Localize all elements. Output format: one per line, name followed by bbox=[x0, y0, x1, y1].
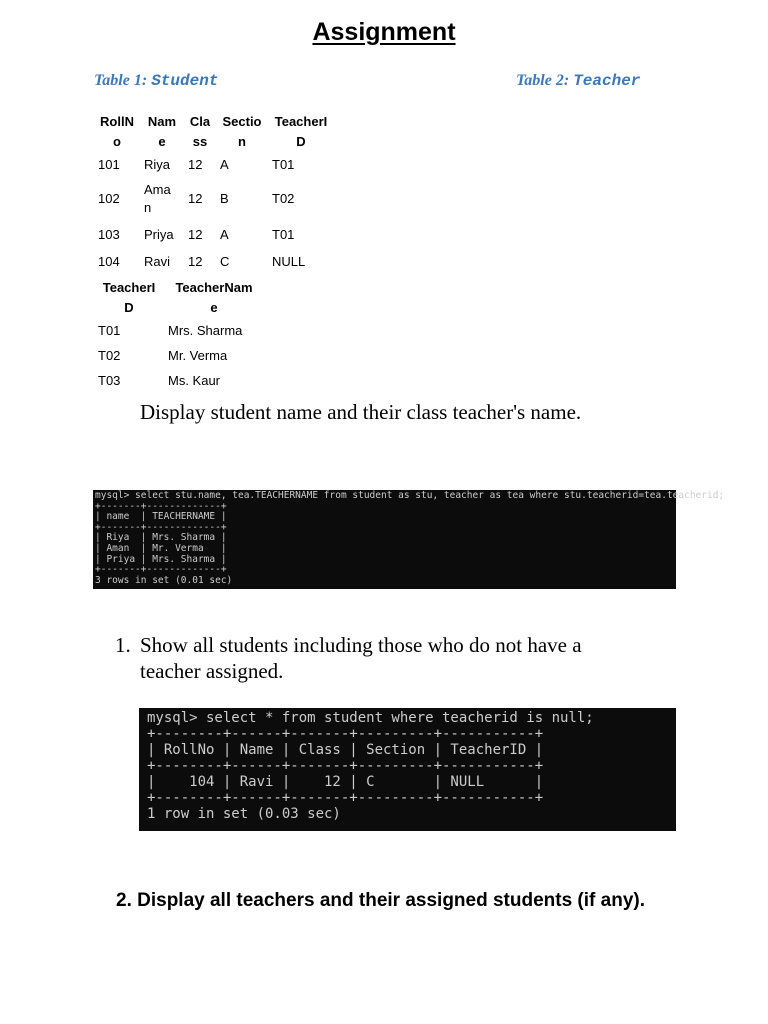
terminal-line: | Aman | Mr. Verma | bbox=[95, 542, 227, 554]
cell: 103 bbox=[98, 227, 120, 242]
terminal-line: +--------+------+-------+---------+-----------+ bbox=[147, 726, 544, 742]
terminal-line: mysql> select stu.name, tea.TEACHERNAME from student as stu, teacher as tea where stu.teacherid=tea.teacherid; bbox=[95, 490, 725, 501]
cell: 101 bbox=[98, 156, 120, 172]
terminal-line: mysql> select * from student where teacherid is null; bbox=[147, 710, 594, 726]
teacher-table-header bbox=[94, 278, 264, 318]
student-table-header bbox=[94, 112, 334, 152]
question-1-line-2: teacher assigned. bbox=[140, 659, 284, 683]
terminal-line: | name | TEACHERNAME | bbox=[95, 511, 227, 523]
terminal-output-1 bbox=[93, 490, 725, 589]
terminal-line: +-------+-------------+ bbox=[95, 500, 227, 512]
cell: T01 bbox=[98, 322, 121, 338]
cell: Riya bbox=[144, 156, 171, 172]
table-row bbox=[94, 152, 334, 177]
table-row bbox=[94, 221, 334, 249]
list-number: 1. bbox=[115, 633, 131, 657]
cell: T02 bbox=[272, 191, 295, 206]
cell: C bbox=[220, 253, 230, 269]
header-teachername: TeacherNam e bbox=[175, 280, 253, 315]
cell: 104 bbox=[98, 253, 120, 269]
teacher-table bbox=[94, 278, 264, 393]
cell: A bbox=[220, 227, 229, 242]
terminal-line: +-------+-------------+ bbox=[95, 521, 227, 533]
table2-caption: Table 2: Teacher bbox=[516, 72, 641, 90]
cell: Mrs. Sharma bbox=[168, 322, 243, 338]
cell: Priya bbox=[144, 227, 174, 242]
table1-caption: Table 1: Student bbox=[94, 72, 219, 90]
terminal-line: +-------+-------------+ bbox=[95, 564, 227, 576]
question-2: 2. Display all teachers and their assigned students (if any). bbox=[116, 890, 645, 911]
question-1 bbox=[115, 632, 582, 684]
cell: T01 bbox=[272, 156, 295, 172]
question-1-line-1: Show all students including those who do not have a bbox=[140, 633, 582, 657]
cell: T02 bbox=[98, 347, 121, 363]
terminal-line: | 104 | Ravi | 12 | C | NULL | bbox=[147, 774, 544, 790]
cell: NULL bbox=[272, 253, 306, 269]
student-table bbox=[94, 112, 334, 274]
cell: Ravi bbox=[144, 253, 171, 269]
header-rollno: RollN o bbox=[100, 114, 134, 149]
cell: 12 bbox=[188, 253, 203, 269]
cell-wrapped-name: Ama n bbox=[144, 182, 171, 215]
table-row bbox=[94, 343, 264, 368]
table-row bbox=[94, 177, 334, 221]
cell: 12 bbox=[188, 227, 203, 242]
cell: 102 bbox=[98, 191, 120, 206]
terminal-line: | RollNo | Name | Class | Section | TeacherID | bbox=[147, 742, 544, 758]
cell: 12 bbox=[188, 156, 203, 172]
page-title: Assignment bbox=[312, 18, 456, 46]
terminal-line: | Riya | Mrs. Sharma | bbox=[95, 532, 227, 544]
cell: Ms. Kaur bbox=[168, 372, 221, 388]
header-teacherid: TeacherI D bbox=[274, 114, 328, 149]
cell: T03 bbox=[98, 372, 121, 388]
terminal-line: +--------+------+-------+---------+-----------+ bbox=[147, 790, 544, 806]
header-section: Sectio n bbox=[222, 114, 262, 149]
header-name: Nam e bbox=[147, 114, 177, 149]
table-row bbox=[94, 318, 264, 343]
terminal-line: 3 rows in set (0.01 sec) bbox=[95, 574, 233, 586]
cell: Mr. Verma bbox=[168, 347, 228, 363]
table-row bbox=[94, 368, 264, 393]
terminal-line: 1 row in set (0.03 sec) bbox=[147, 806, 341, 822]
cell: 12 bbox=[188, 191, 203, 206]
header-class: Cla ss bbox=[189, 114, 211, 149]
cell: A bbox=[220, 156, 229, 172]
header-teacherid: TeacherI D bbox=[102, 280, 156, 315]
cell: T01 bbox=[272, 227, 295, 242]
table-row bbox=[94, 249, 334, 274]
cell: B bbox=[220, 191, 229, 206]
terminal-output-2 bbox=[139, 708, 676, 831]
terminal-line: | Priya | Mrs. Sharma | bbox=[95, 553, 227, 565]
question-display-names: Display student name and their class teacher's name. bbox=[140, 400, 582, 424]
terminal-line: +--------+------+-------+---------+-----------+ bbox=[147, 758, 544, 774]
